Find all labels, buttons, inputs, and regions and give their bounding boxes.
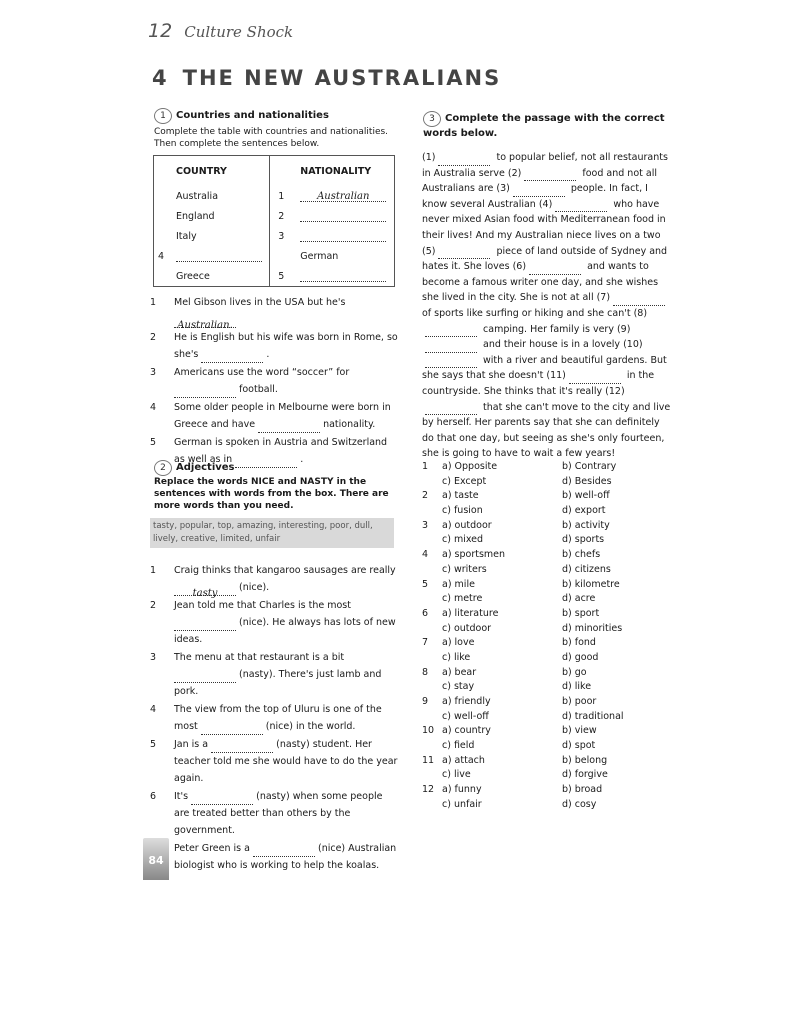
section2-sentences (150, 562, 400, 875)
option-b: d) citizens (562, 563, 611, 575)
passage-blank (569, 373, 621, 384)
item-text (174, 701, 400, 735)
item-number: 3 (150, 652, 157, 663)
list-item (150, 840, 400, 874)
option-row (422, 548, 662, 563)
option-b: d) good (562, 651, 599, 663)
item-number: 5 (150, 437, 157, 448)
answer-blank: tasty (174, 585, 236, 596)
option-a: c) outdoor (442, 622, 492, 634)
country-cell (154, 206, 270, 226)
option-row (422, 475, 662, 490)
passage-text: with a river and beautiful gardens. But she says that she doesn't (11) (422, 354, 667, 382)
nationality-answer: Australian (300, 191, 386, 202)
item-text-b: (nice). He always has lots of new ideas. (174, 617, 396, 645)
option-a: c) metre (442, 593, 483, 605)
passage-text: and wants to become a famous writer one day, and she wishes she lived in the city. She is not at all (7) (422, 261, 659, 304)
nationality-cell (270, 206, 395, 226)
option-row (422, 666, 662, 681)
passage-text: and their house is in a lovely (10) (480, 339, 643, 351)
option-row (422, 680, 662, 695)
option-row (422, 563, 662, 578)
item-text (174, 840, 400, 874)
nationality-number: 1 (278, 190, 285, 202)
country-cell (154, 226, 270, 246)
passage-text: piece of land outside of Sydney and hates it. She loves (6) (422, 245, 668, 273)
option-b: b) broad (562, 784, 603, 796)
list-item (150, 562, 400, 599)
option-row (422, 754, 662, 769)
country-name: England (176, 210, 215, 222)
passage-text: people. In fact, I know several Australian (4) (422, 183, 648, 210)
answer-blank (174, 672, 236, 683)
option-a: a) outdoor (442, 519, 492, 531)
item-number: 3 (150, 367, 157, 378)
item-text-b: (nice) Australian biologist who is working to help the koalas. (174, 843, 397, 871)
section1-sentences (150, 294, 400, 469)
option-number (422, 622, 438, 637)
option-number: 12 (422, 784, 435, 796)
option-number: 1 (422, 461, 429, 472)
item-text (174, 399, 400, 433)
option-row (422, 578, 662, 593)
col-country-header: COUNTRY (154, 156, 270, 187)
table-row (154, 266, 395, 287)
option-a: a) Opposite (442, 461, 498, 472)
list-item (150, 701, 400, 735)
nationality-cell (270, 266, 395, 287)
nationality-number: 3 (278, 230, 285, 242)
list-item (150, 399, 400, 433)
section2-title: Adjectives (176, 462, 235, 473)
list-item (150, 649, 400, 700)
item-text-a: Peter Green is a (174, 843, 253, 854)
section1-title: Countries and nationalities (176, 110, 329, 121)
option-number (422, 475, 438, 490)
unit-title (152, 66, 501, 90)
table-row (154, 246, 395, 266)
option-a: c) well-off (442, 710, 489, 722)
item-text-a: Jan is a (174, 739, 212, 750)
item-text-a: The menu at that restaurant is a bit (174, 652, 345, 663)
answer-blank (191, 794, 253, 805)
option-a: a) friendly (442, 696, 491, 707)
option-a: c) fusion (442, 505, 483, 517)
item-text (174, 562, 400, 599)
option-a: c) writers (442, 563, 487, 575)
option-a: a) love (442, 637, 475, 649)
unit-title-text: THE NEW AUSTRALIANS (182, 66, 502, 90)
option-number: 6 (422, 607, 429, 619)
nationality-cell (270, 226, 395, 246)
item-text-b: (nice) in the world. (262, 721, 356, 732)
item-text-a: He is English but his wife was born in Rome, so she's (174, 332, 398, 360)
option-row (422, 710, 662, 725)
item-text-b: nationality. (320, 419, 376, 430)
option-row (422, 651, 662, 666)
answer-blank: Australian. (174, 317, 236, 328)
header-number: 12 (148, 20, 173, 42)
item-number: 4 (150, 704, 157, 715)
passage-text: that she can't move to the city and live by herself. Her parents say that she can definitely do that one day, but seeing as she's only fourteen, she is going to have to wait a few years! (422, 401, 671, 460)
answer-blank (174, 620, 236, 631)
passage-blank (555, 201, 607, 212)
option-number (422, 798, 438, 813)
passage-text: camping. Her family is very (9) (480, 323, 631, 335)
option-b: b) activity (562, 519, 610, 531)
option-b: d) forgive (562, 769, 608, 781)
option-b: b) sport (562, 607, 600, 619)
option-row (422, 622, 662, 637)
option-b: d) sports (562, 534, 605, 546)
option-b: b) fond (562, 637, 596, 649)
option-number: 11 (422, 754, 435, 766)
answer-blank (258, 422, 320, 433)
passage-blank (425, 326, 477, 337)
item-number: 2 (150, 600, 157, 611)
header-subtitle: Culture Shock (184, 23, 294, 41)
country-name: Greece (176, 270, 210, 282)
option-a: a) funny (442, 784, 482, 796)
section2-header (154, 460, 394, 512)
option-a: a) attach (442, 754, 485, 766)
unit-number: 4 (152, 66, 169, 90)
option-number: 9 (422, 696, 429, 707)
section3-number: 3 (423, 111, 441, 127)
nationality-number: 2 (278, 210, 285, 222)
item-text-a: Americans use the word “soccer” for (174, 367, 350, 378)
option-b: b) Contrary (562, 461, 617, 472)
item-text (174, 294, 400, 331)
option-b: b) view (562, 725, 597, 737)
passage-blank (513, 186, 565, 197)
option-a: c) field (442, 740, 475, 752)
item-text-a: The view from the top of Uluru is one of the most (174, 704, 382, 732)
row-number: 4 (158, 250, 165, 262)
nationality-cell (270, 246, 395, 266)
passage-text: to popular belief, not all restaurants in Australia serve (2) (422, 152, 668, 179)
section1-number: 1 (154, 108, 172, 124)
answer-blank (201, 724, 263, 735)
option-row (422, 489, 662, 504)
item-text-b: (nasty) student. Her teacher told me she would have to do the year again. (174, 739, 398, 784)
option-a: a) bear (442, 666, 477, 678)
item-text-b: (nasty) when some people are treated better than others by the government. (174, 791, 383, 836)
item-text-a: Mel Gibson lives in the USA but he's (174, 297, 346, 308)
col-nationality-header: NATIONALITY (300, 165, 372, 177)
section3-passage (422, 150, 672, 462)
item-text (174, 788, 400, 839)
section2-instruction: Replace the words NICE and NASTY in the sentences with words from the box. There are more words than you need. (154, 477, 389, 511)
answer-blank (253, 846, 315, 857)
option-number: 2 (422, 490, 429, 502)
passage-blank (529, 264, 581, 275)
option-number (422, 533, 438, 548)
option-a: c) like (442, 651, 471, 663)
nationality-number: 5 (278, 270, 285, 282)
option-a: c) stay (442, 681, 475, 693)
item-text-a: Craig thinks that kangaroo sausages are really (174, 565, 396, 576)
item-text-a: Some older people in Melbourne were born in Greece and have (174, 402, 391, 430)
passage-text: food and not all Australians are (3) (422, 167, 657, 195)
item-text-b: (nasty). There's just lamb and pork. (174, 669, 382, 697)
passage-blank (425, 357, 477, 368)
option-b: d) acre (562, 593, 596, 605)
answer-blank (201, 352, 263, 363)
section3-header (423, 111, 673, 140)
item-number: 5 (150, 739, 157, 750)
word-box: tasty, popular, top, amazing, interesting, poor, dull, lively, creative, limited, unfair (150, 518, 394, 548)
section3-title: Complete the passage with the correct words below. (423, 113, 665, 139)
table-row (154, 206, 395, 226)
item-text-a: Jean told me that Charles is the most (174, 600, 351, 611)
option-number (422, 504, 438, 519)
table-row (154, 226, 395, 246)
option-b: b) belong (562, 754, 608, 766)
item-text (174, 736, 400, 787)
option-b: d) Besides (562, 475, 612, 487)
option-b: b) well-off (562, 490, 610, 502)
passage-text: who have never mixed Asian food with Mediterranean food in their lives! And my Australian niece lives on a two (5) (422, 198, 666, 257)
option-number: 8 (422, 666, 429, 678)
option-row (422, 504, 662, 519)
option-number (422, 680, 438, 695)
option-row (422, 592, 662, 607)
option-b: d) traditional (562, 710, 624, 722)
option-row (422, 798, 662, 813)
option-number (422, 739, 438, 754)
item-text-b: . (297, 454, 304, 465)
item-number: 2 (150, 332, 157, 343)
nationality-blank (300, 271, 386, 282)
option-b: d) spot (562, 740, 596, 752)
option-row (422, 768, 662, 783)
country-table (153, 155, 395, 287)
country-blank (176, 251, 262, 262)
section3-options (422, 460, 662, 813)
option-row (422, 607, 662, 622)
section1-header (154, 108, 394, 150)
item-text-b: (nice). (236, 582, 270, 593)
country-cell (154, 246, 270, 266)
page-header (148, 20, 293, 42)
option-b: d) cosy (562, 798, 597, 810)
passage-blank (425, 342, 477, 353)
option-b: b) go (562, 666, 587, 678)
item-number: 1 (150, 565, 157, 576)
option-b: d) export (562, 505, 606, 517)
item-text (174, 597, 400, 648)
option-number: 10 (422, 725, 435, 737)
passage-blank (438, 248, 490, 259)
option-number: 4 (422, 549, 429, 561)
option-a: a) country (442, 725, 491, 737)
passage-text: in the countryside. She thinks that it's really (12) (422, 370, 655, 397)
option-b: b) chefs (562, 549, 601, 561)
option-number: 7 (422, 637, 429, 649)
option-a: c) mixed (442, 534, 484, 546)
option-row (422, 533, 662, 548)
nationality-cell (270, 186, 395, 206)
option-number (422, 768, 438, 783)
item-number: 6 (150, 791, 157, 802)
option-a: c) live (442, 769, 471, 781)
passage-blank (524, 170, 576, 181)
option-number (422, 710, 438, 725)
option-number (422, 651, 438, 666)
passage-blank (613, 295, 665, 306)
list-item (150, 364, 400, 398)
table-row (154, 186, 395, 206)
item-number: 1 (150, 297, 157, 308)
answer-blank (211, 742, 273, 753)
item-text-b: . (263, 349, 270, 360)
passage-text: (1) (422, 152, 436, 163)
answer-blank (174, 387, 236, 398)
item-text (174, 649, 400, 700)
list-item (150, 597, 400, 648)
option-a: c) Except (442, 475, 487, 487)
option-b: b) poor (562, 696, 597, 707)
country-cell (154, 186, 270, 206)
option-number: 5 (422, 578, 429, 590)
country-cell (154, 266, 270, 287)
option-row (422, 739, 662, 754)
option-row (422, 460, 662, 475)
country-name: Italy (176, 230, 197, 242)
item-text (174, 329, 400, 363)
nationality-name: German (300, 250, 339, 262)
option-number: 3 (422, 519, 429, 531)
list-item (150, 736, 400, 787)
passage-blank (425, 404, 477, 415)
option-row (422, 783, 662, 798)
nationality-blank (300, 211, 386, 222)
list-item (150, 294, 400, 331)
option-b: b) kilometre (562, 578, 620, 590)
option-b: d) minorities (562, 622, 623, 634)
option-a: a) taste (442, 490, 479, 502)
page-number: 84 (143, 838, 169, 880)
option-a: c) unfair (442, 798, 482, 810)
option-a: a) sportsmen (442, 549, 506, 561)
option-number (422, 592, 438, 607)
item-text-b: football. (236, 384, 278, 395)
option-a: a) literature (442, 607, 499, 619)
passage-text: of sports like surfing or hiking and she can't (8) (422, 307, 648, 319)
list-item (150, 329, 400, 363)
option-row (422, 636, 662, 651)
nationality-blank (300, 231, 386, 242)
item-text-a: German is spoken in Austria and Switzerland as well as in (174, 437, 388, 465)
option-row (422, 695, 662, 710)
list-item (150, 788, 400, 839)
item-text-a: It's (174, 791, 192, 802)
country-name: Australia (176, 190, 219, 202)
option-row (422, 724, 662, 739)
section2-number: 2 (154, 460, 172, 476)
option-number (422, 563, 438, 578)
item-number: 4 (150, 402, 157, 413)
section1-instruction: Complete the table with countries and nationalities. Then complete the sentences below. (154, 127, 389, 149)
option-a: a) mile (442, 578, 475, 590)
option-row (422, 519, 662, 534)
item-text (174, 364, 400, 398)
option-b: d) like (562, 681, 592, 693)
passage-blank (438, 155, 490, 166)
